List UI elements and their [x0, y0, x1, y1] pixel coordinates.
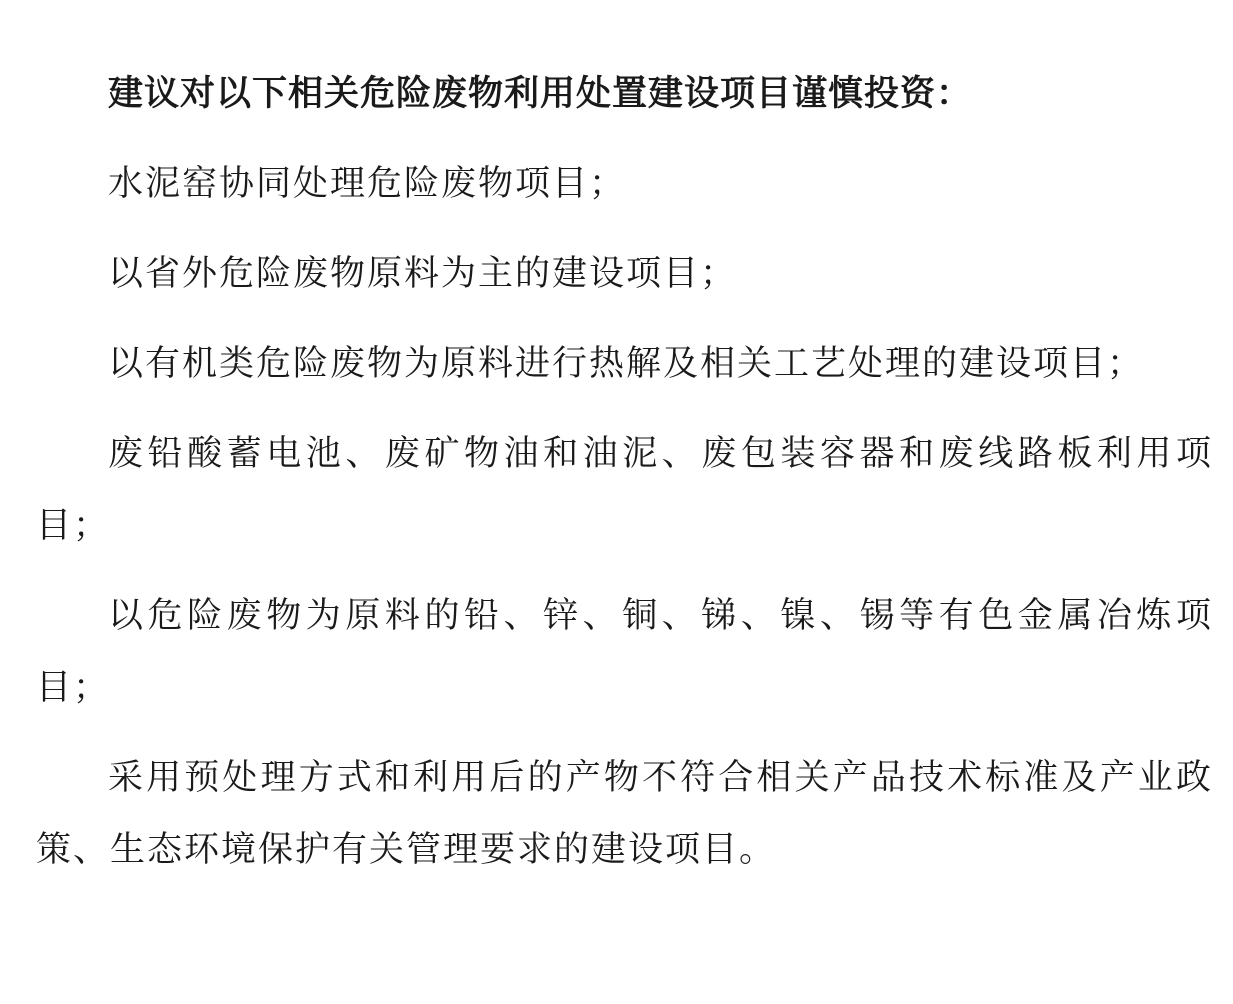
- list-item: 以省外危险废物原料为主的建设项目；: [108, 254, 738, 294]
- document-heading: 建议对以下相关危险废物利用处置建设项目谨慎投资：: [108, 74, 973, 114]
- list-item: 水泥窑协同处理危险废物项目；: [108, 164, 627, 204]
- list-item: 以有机类危险废物为原料进行热解及相关工艺处理的建设项目；: [108, 344, 1145, 384]
- list-item: 以危险废物为原料的铅、锌、铜、锑、镍、锡等有色金属冶炼项目；: [36, 596, 1213, 708]
- list-item: 废铅酸蓄电池、废矿物油和油泥、废包装容器和废线路板利用项目；: [36, 434, 1213, 546]
- list-item: 采用预处理方式和利用后的产物不符合相关产品技术标准及产业政策、生态环境保护有关管理要求的建设项目。: [36, 758, 1213, 870]
